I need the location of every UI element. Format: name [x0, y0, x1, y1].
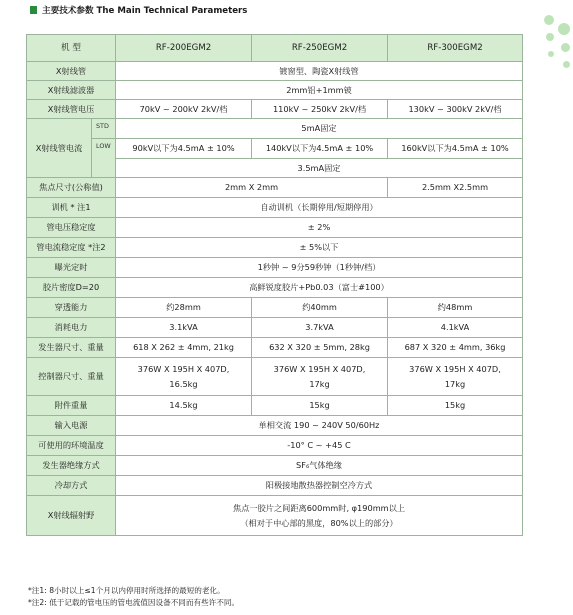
table-row — [27, 298, 523, 318]
table-row — [27, 318, 523, 338]
row-value: 约28mm — [116, 298, 252, 318]
controller-dims: 376W X 195H X 407D, — [137, 363, 230, 374]
decorative-dots-icon — [536, 15, 573, 75]
row-value: 高鲜锐度胶片+Pb0.03（富士#100） — [116, 278, 523, 298]
row-label: 发生器绝缘方式 — [27, 456, 116, 476]
row-value: 约40mm — [252, 298, 388, 318]
table-row — [27, 456, 523, 476]
table-row — [27, 338, 523, 358]
field-line-2: （相对于中心部的黑度，80%以上的部分） — [240, 517, 398, 528]
row-value: 632 X 320 ± 5mm, 28kg — [252, 338, 388, 358]
low-tag: LOW — [92, 139, 116, 178]
row-label: X射线辐射野 — [27, 496, 116, 536]
row-value: 2mm铝+1mm铍 — [116, 81, 523, 100]
row-value: 130kV ~ 300kV 2kV/档 — [388, 100, 523, 119]
table-row — [27, 238, 523, 258]
header-model-2: RF-250EGM2 — [252, 35, 388, 62]
header-model-1: RF-200EGM2 — [116, 35, 252, 62]
row-value: SF₆气体绝缘 — [116, 456, 523, 476]
row-label: 管电流稳定度 *注2 — [27, 238, 116, 258]
controller-weight: 16.5kg — [169, 378, 198, 389]
header-model-label: 机 型 — [27, 35, 116, 62]
table-row — [27, 100, 523, 119]
row-value: ± 2% — [116, 218, 523, 238]
field-line-1: 焦点一胶片之间距离600mm时, φ190mm以上 — [233, 502, 406, 513]
row-value: 3.7kVA — [252, 318, 388, 338]
table-row — [27, 436, 523, 456]
row-label: 附件重量 — [27, 396, 116, 416]
row-value: 2mm X 2mm — [116, 178, 388, 198]
section-title-text: 主要技术参数 The Main Technical Parameters — [42, 6, 248, 16]
row-value: 160kV以下为4.5mA ± 10% — [388, 139, 523, 159]
row-value: 140kV以下为4.5mA ± 10% — [252, 139, 388, 159]
footnote-1: *注1: 8小时以上≤1个月以内停用时所选择的最短的老化。 — [28, 586, 225, 595]
row-value: 3.1kVA — [116, 318, 252, 338]
footnote-2: *注2: 低于记载的管电压的管电流值因设备不同而有些许不同。 — [28, 598, 240, 607]
row-label: 可使用的环境温度 — [27, 436, 116, 456]
controller-dims: 376W X 195H X 407D, — [273, 363, 366, 374]
table-row — [27, 278, 523, 298]
table-header-row — [27, 35, 523, 62]
row-value: 3.5mA固定 — [116, 159, 523, 178]
row-value — [252, 358, 388, 396]
row-value: 阳极接地散热器控制空冷方式 — [116, 476, 523, 496]
row-label: 管电压稳定度 — [27, 218, 116, 238]
table-row — [27, 119, 523, 139]
row-value: 自动训机（长期停用/短期停用） — [116, 198, 523, 218]
row-label: 消耗电力 — [27, 318, 116, 338]
row-value: 5mA固定 — [116, 119, 523, 139]
table-row — [27, 218, 523, 238]
table-row — [27, 396, 523, 416]
spec-table — [26, 34, 523, 536]
row-label: 控制器尺寸、重量 — [27, 358, 116, 396]
std-tag: STD — [92, 119, 116, 139]
row-label: 发生器尺寸、重量 — [27, 338, 116, 358]
row-value — [116, 358, 252, 396]
footnotes — [28, 585, 239, 609]
row-value: 约48mm — [388, 298, 523, 318]
row-value: 1秒钟 ~ 9分59秒钟（1秒钟/档） — [116, 258, 523, 278]
controller-dims: 376W X 195H X 407D, — [409, 363, 501, 374]
row-value: 110kV ~ 250kV 2kV/档 — [252, 100, 388, 119]
row-label: 冷却方式 — [27, 476, 116, 496]
row-label: 胶片密度D=20 — [27, 278, 116, 298]
table-row — [27, 139, 523, 159]
table-row — [27, 358, 523, 396]
row-label: 焦点尺寸(公称值) — [27, 178, 116, 198]
table-row — [27, 496, 523, 536]
row-value: 2.5mm X2.5mm — [388, 178, 523, 198]
row-label: X射线管电流 — [27, 119, 92, 178]
row-value: 70kV ~ 200kV 2kV/档 — [116, 100, 252, 119]
row-value: 15kg — [388, 396, 523, 416]
row-value: 15kg — [252, 396, 388, 416]
row-label: 输入电源 — [27, 416, 116, 436]
row-value — [388, 358, 523, 396]
header-model-3: RF-300EGM2 — [388, 35, 523, 62]
row-label: X射线管 — [27, 62, 116, 81]
table-row — [27, 416, 523, 436]
title-marker-icon — [30, 6, 37, 14]
row-value: 90kV以下为4.5mA ± 10% — [116, 139, 252, 159]
controller-weight: 17kg — [309, 378, 330, 389]
row-label: X射线滤波器 — [27, 81, 116, 100]
row-value: ± 5%以下 — [116, 238, 523, 258]
row-value: 镀窗型、陶瓷X射线管 — [116, 62, 523, 81]
row-value: 单相交流 190 ~ 240V 50/60Hz — [116, 416, 523, 436]
row-value: 618 X 262 ± 4mm, 21kg — [116, 338, 252, 358]
row-label: 曝光定时 — [27, 258, 116, 278]
row-value — [116, 496, 523, 536]
table-row — [27, 258, 523, 278]
table-row — [27, 62, 523, 81]
row-value: 4.1kVA — [388, 318, 523, 338]
table-row — [27, 178, 523, 198]
section-title — [30, 1, 247, 19]
row-value: 687 X 320 ± 4mm, 36kg — [388, 338, 523, 358]
table-row — [27, 81, 523, 100]
table-row — [27, 198, 523, 218]
row-label: 训机 * 注1 — [27, 198, 116, 218]
row-value: -10° C ~ +45 C — [116, 436, 523, 456]
controller-weight: 17kg — [444, 378, 466, 389]
row-label: X射线管电压 — [27, 100, 116, 119]
table-row — [27, 476, 523, 496]
row-value: 14.5kg — [116, 396, 252, 416]
row-label: 穿透能力 — [27, 298, 116, 318]
